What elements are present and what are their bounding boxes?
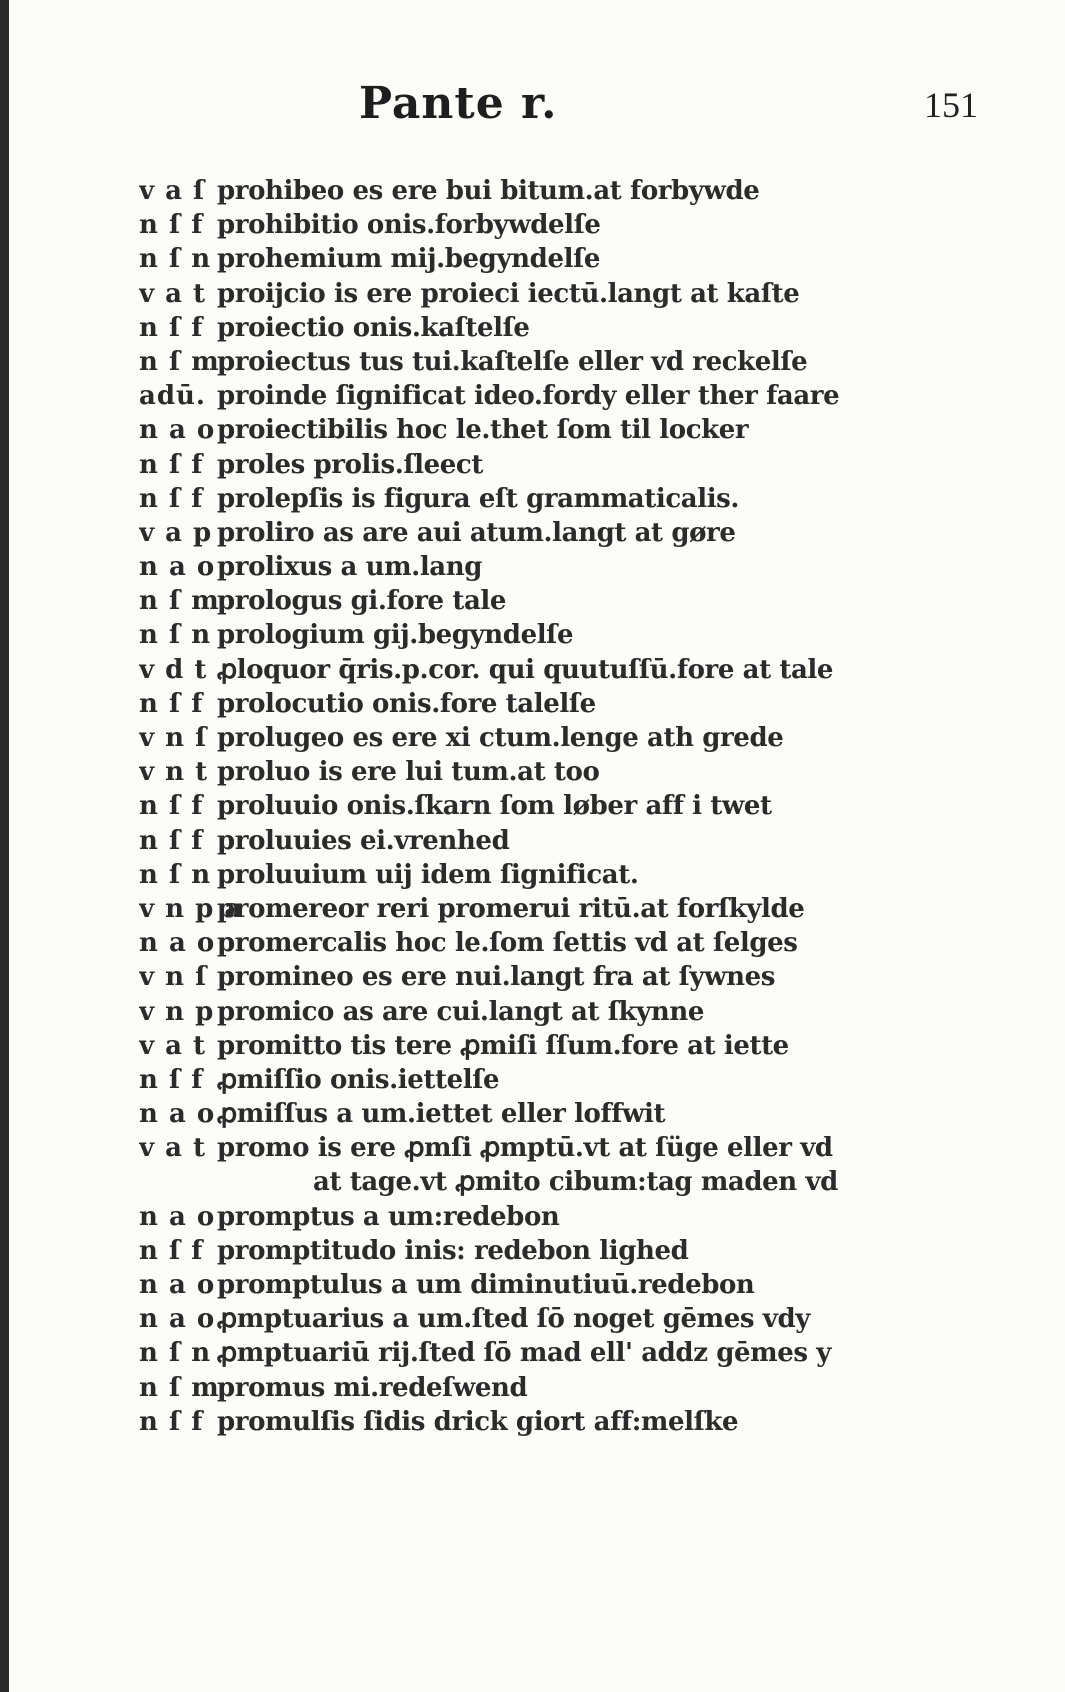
dictionary-entry [139,1099,1039,1133]
entry-text: proliro as are aui atum.langt at gøre [217,517,736,548]
dictionary-entry [139,415,1039,449]
grammar-code: n ſ f [139,312,204,343]
grammar-code: v a ſ [139,176,206,206]
grammar-code: n ſ m [139,346,220,377]
grammar-code: n a o [139,1304,216,1335]
dictionary-entry [139,1304,1039,1338]
entry-text: promptitudo inis: redebon lighed [217,1235,689,1266]
dictionary-entry [139,1031,1039,1065]
dictionary-entry [139,1236,1039,1270]
entry-text: promulſis ſidis drick giort aff:melſke [217,1406,739,1437]
entry-text: promineo es ere nui.langt fra at ſywnes [217,962,775,993]
entry-text: at tage.vt ꝓmito cibum:tag maden vd [313,1167,838,1198]
book-page [9,0,1065,1692]
entry-text: prolixus a um.lang [217,552,483,583]
grammar-code: n ſ f [139,483,204,514]
grammar-code: n a o [139,552,216,583]
grammar-code: adū. [139,381,206,412]
entry-text: ꝓloquor q̄ris.p.cor. qui quutuſſū.fore at tale [217,654,834,685]
grammar-code: n ſ n [139,859,212,890]
grammar-code: v a t [139,1133,207,1164]
grammar-code: n a o [139,415,216,446]
entry-text: proluo is ere lui tum.at too [217,757,600,788]
entry-text: ꝓmiſſus a um.iettet eller loffwit [217,1099,666,1130]
dictionary-entry [139,518,1039,552]
dictionary-entry [139,894,1039,928]
entry-text: prohibitio onis.forbywdelſe [217,210,601,241]
dictionary-entry [139,244,1039,278]
entry-text: proles prolis.ſleect [217,449,483,480]
dictionary-entry [139,1373,1039,1407]
page-edge-shadow [0,0,9,1692]
grammar-code: n ſ f [139,688,204,719]
entry-text: promico as are cui.langt at ſkynne [217,996,705,1027]
entry-text: proiectus tus tui.kaſtelſe eller vd reckelſe [217,346,808,377]
dictionary-entry [139,381,1039,415]
dictionary-entry [139,757,1039,791]
dictionary-entry [139,962,1039,996]
page-header [9,78,1065,148]
entry-text: ꝓmptuariū rij.ſted ſō mad ell' addz gēmes y [217,1338,831,1369]
dictionary-entry [139,791,1039,825]
grammar-code: n ſ f [139,825,204,856]
page-number: 151 [924,85,978,125]
entry-text: proinde ſignificat ideo.fordy eller ther faare [217,381,840,412]
grammar-code: v a p [139,517,213,548]
dictionary-entry [139,997,1039,1031]
grammar-code: n ſ n [139,620,212,651]
entry-text: proijcio is ere proieci iectū.langt at kaſte [217,278,800,309]
entry-text: promo is ere ꝓmſi ꝓmptū.vt at ſüge eller vd [217,1133,833,1164]
dictionary-entry [139,826,1039,860]
dictionary-entry [139,928,1039,962]
grammar-code: v a t [139,278,207,309]
grammar-code: n ſ n [139,1338,212,1369]
dictionary-entry [139,1133,1039,1167]
dictionary-entry [139,1202,1039,1236]
entry-text: proiectio onis.kaſtelſe [217,312,530,343]
dictionary-entry [139,723,1039,757]
grammar-code: n ſ m [139,1372,220,1403]
entry-text: promptus a um:redebon [217,1201,560,1232]
grammar-code: n ſ n [139,244,212,275]
grammar-code: v a t [139,1030,207,1061]
grammar-code: v n p [139,996,215,1027]
entry-text: promercalis hoc le.ſom ſettis vd at ſelges [217,928,798,959]
grammar-code: n ſ f [139,1235,204,1266]
dictionary-entry [139,279,1039,313]
dictionary-entry [139,860,1039,894]
grammar-code: n ſ f [139,1064,204,1095]
running-title: Pante r. [359,78,558,129]
dictionary-entry [139,210,1039,244]
grammar-code: n a o [139,1099,216,1130]
dictionary-entry [139,176,1039,210]
entry-text: prolocutio onis.fore talelſe [217,688,596,719]
grammar-code: v n ſ [139,962,208,993]
grammar-code: n ſ f [139,210,204,241]
grammar-code: n ſ m [139,586,220,617]
dictionary-entry [139,1338,1039,1372]
dictionary-entry [139,347,1039,381]
entry-text: promereor reri promerui ritū.at forſkylde [217,893,805,924]
grammar-code: n a o [139,1201,216,1232]
entry-text: ꝓmptuarius a um.ſted ſō noget gēmes vdy [217,1304,810,1335]
dictionary-entry [139,1407,1039,1441]
grammar-code: v n ſ [139,723,208,753]
dictionary-entry [139,1065,1039,1099]
entry-text: promptulus a um diminutiuū.redebon [217,1270,755,1300]
entry-text: proluuium uij idem ſignificat. [217,859,639,890]
dictionary-entry [139,450,1039,484]
grammar-code: v n p a [139,893,243,924]
dictionary-entry [139,552,1039,586]
dictionary-entries [139,176,1039,1441]
entry-text: proluuio onis.ſkarn ſom løber aff i twet [217,791,772,822]
grammar-code: v d t [139,654,208,685]
entry-text: prologium gij.begyndelſe [217,620,574,651]
entry-text: prohibeo es ere bui bitum.at forbywde [217,176,760,206]
entry-text: prologus gi.fore tale [217,586,507,617]
grammar-code: v n t [139,757,209,788]
entry-text: prolugeo es ere xi ctum.lenge ath grede [217,723,784,753]
grammar-code: n a o [139,1270,216,1300]
grammar-code: n ſ f [139,449,204,480]
entry-text: prohemium mij.begyndelſe [217,244,601,275]
dictionary-entry [139,655,1039,689]
grammar-code: n ſ f [139,791,204,822]
entry-text: prolepſis is figura eſt grammaticalis. [217,483,740,514]
dictionary-entry [139,484,1039,518]
dictionary-entry [139,1270,1039,1304]
entry-text: proluuies ei.vrenhed [217,825,510,856]
grammar-code: n a o [139,928,216,959]
dictionary-entry [139,689,1039,723]
entry-text: promitto tis tere ꝓmiſi ſſum.fore at iette [217,1030,789,1061]
dictionary-entry [139,620,1039,654]
dictionary-entry [139,313,1039,347]
entry-text: proiectibilis hoc le.thet ſom til locker [217,415,749,446]
dictionary-entry [139,1167,1039,1201]
entry-text: promus mi.redeſwend [217,1372,528,1403]
grammar-code: n ſ f [139,1406,204,1437]
entry-text: ꝓmiſſio onis.iettelſe [217,1064,500,1095]
dictionary-entry [139,586,1039,620]
